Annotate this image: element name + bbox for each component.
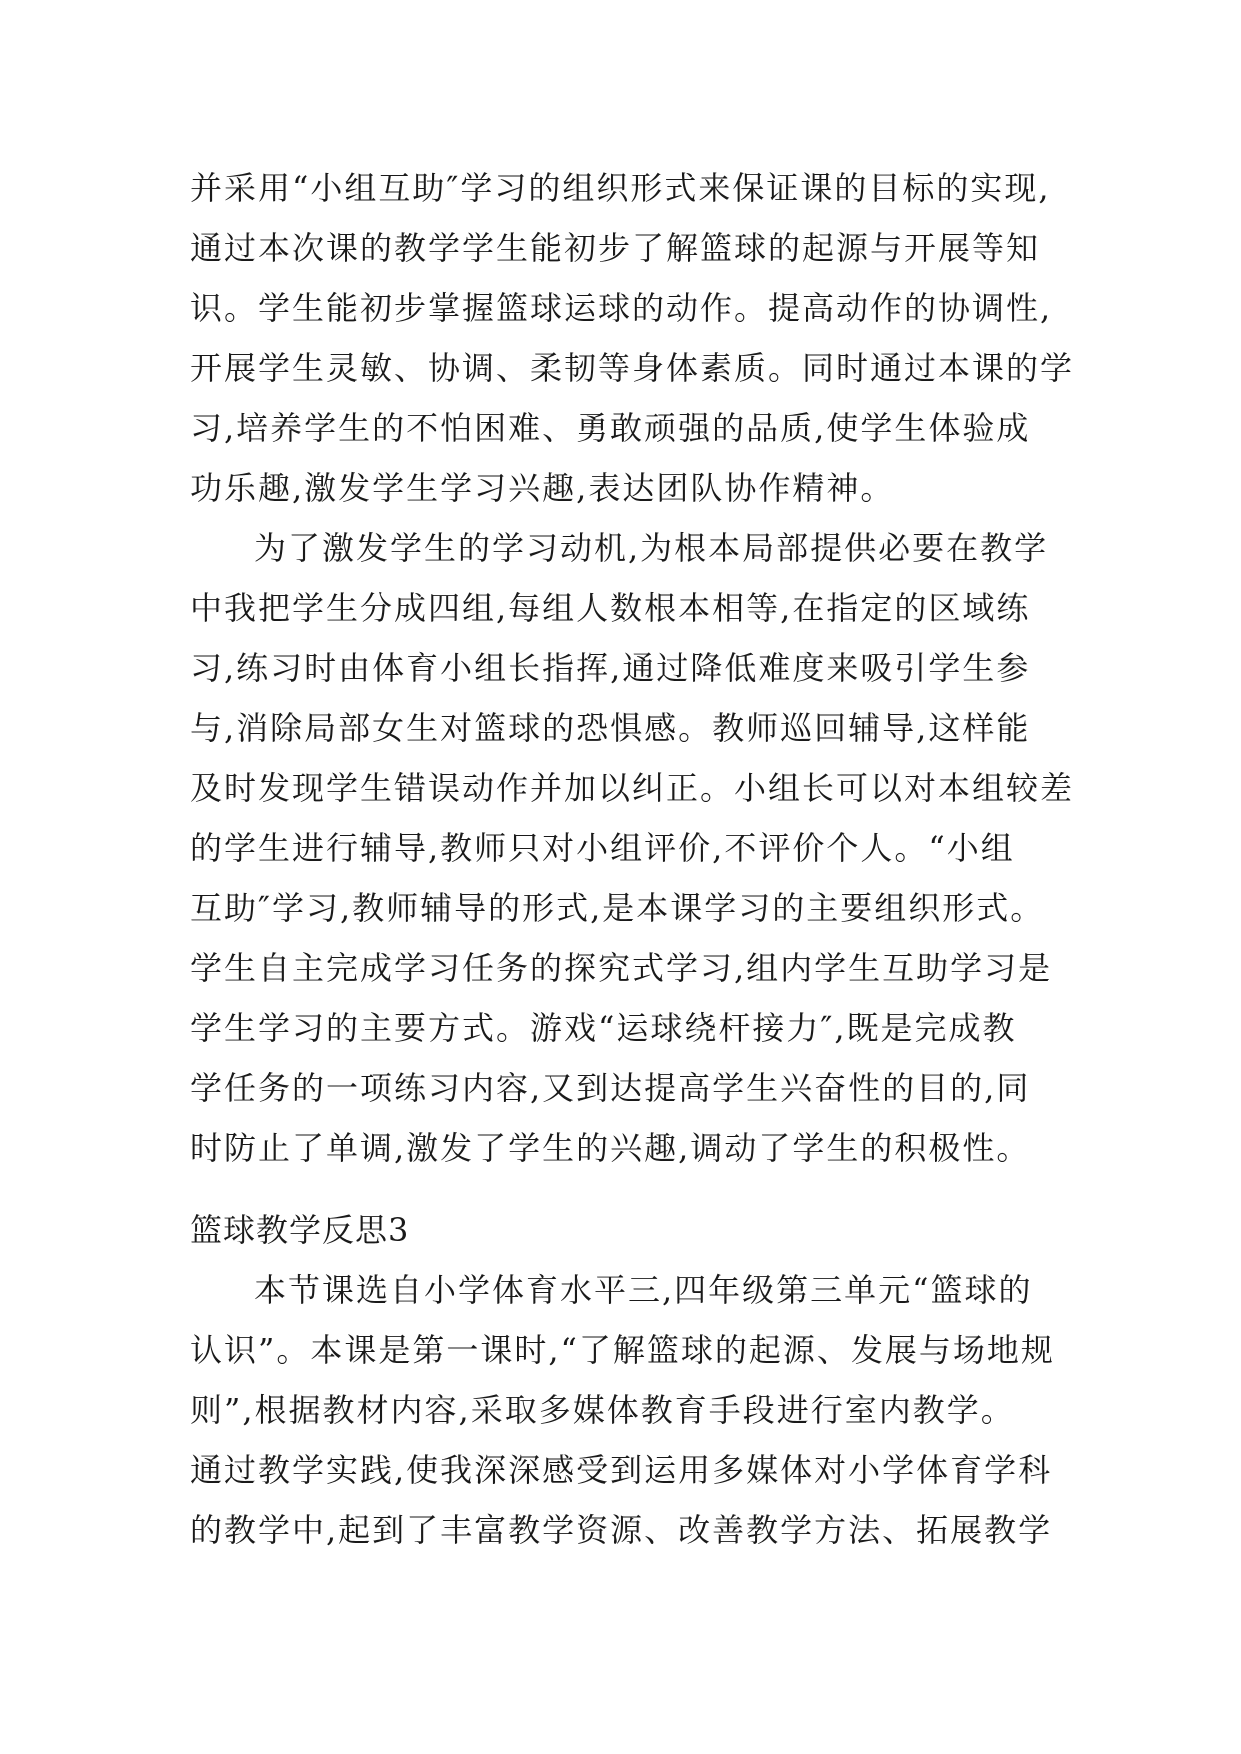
text-line: 通过教学实践,使我深深感受到运用多媒体对小学体育学科 [190, 1451, 1053, 1489]
text-line: 则”,根据教材内容,采取多媒体教育手段进行室内教学。 [190, 1391, 1015, 1429]
text-line: 学生自主完成学习任务的探究式学习,组内学生互助学习是 [190, 949, 1053, 987]
text-line: 学生学习的主要方式。游戏“运球绕杆接力″,既是完成教 [190, 1009, 1017, 1047]
text-line: 开展学生灵敏、协调、柔韧等身体素质。同时通过本课的学 [190, 349, 1075, 387]
text-line: 认识”。本课是第一课时,“了解篮球的起源、发展与场地规 [190, 1331, 1055, 1369]
body-text [190, 158, 1075, 1178]
text-line: 并采用“小组互助″学习的组织形式来保证课的目标的实现, [190, 169, 1051, 207]
text-line: 互助″学习,教师辅导的形式,是本课学习的主要组织形式。 [190, 889, 1045, 927]
text-line: 通过本次课的教学学生能初步了解篮球的起源与开展等知 [190, 229, 1041, 267]
text-line: 习,培养学生的不怕困难、勇敢顽强的品质,使学生体验成 [190, 409, 1031, 447]
text-line: 与,消除局部女生对篮球的恐惧感。教师巡回辅导,这样能 [190, 709, 1031, 747]
text-line: 学任务的一项练习内容,又到达提高学生兴奋性的目的,同 [190, 1069, 1031, 1107]
text-line: 本节课选自小学体育水平三,四年级第三单元“篮球的 [254, 1271, 1033, 1309]
text-line: 习,练习时由体育小组长指挥,通过降低难度来吸引学生参 [190, 649, 1031, 687]
text-line: 识。学生能初步掌握篮球运球的动作。提高动作的协调性, [190, 289, 1053, 327]
text-line: 为了激发学生的学习动机,为根本局部提供必要在教学 [254, 529, 1049, 567]
text-line: 功乐趣,激发学生学习兴趣,表达团队协作精神。 [190, 469, 895, 507]
text-line: 的学生进行辅导,教师只对小组评价,不评价个人。“小组 [190, 829, 1015, 867]
text-line: 及时发现学生错误动作并加以纠正。小组长可以对本组较差 [190, 769, 1075, 807]
text-line: 时防止了单调,激发了学生的兴趣,调动了学生的积极性。 [190, 1129, 1031, 1167]
body-text [190, 1260, 1060, 1560]
section-heading: 篮球教学反思3 [190, 1211, 410, 1249]
text-line: 中我把学生分成四组,每组人数根本相等,在指定的区域练 [190, 589, 1031, 627]
text-line: 的教学中,起到了丰富教学资源、改善教学方法、拓展教学 [190, 1511, 1053, 1549]
